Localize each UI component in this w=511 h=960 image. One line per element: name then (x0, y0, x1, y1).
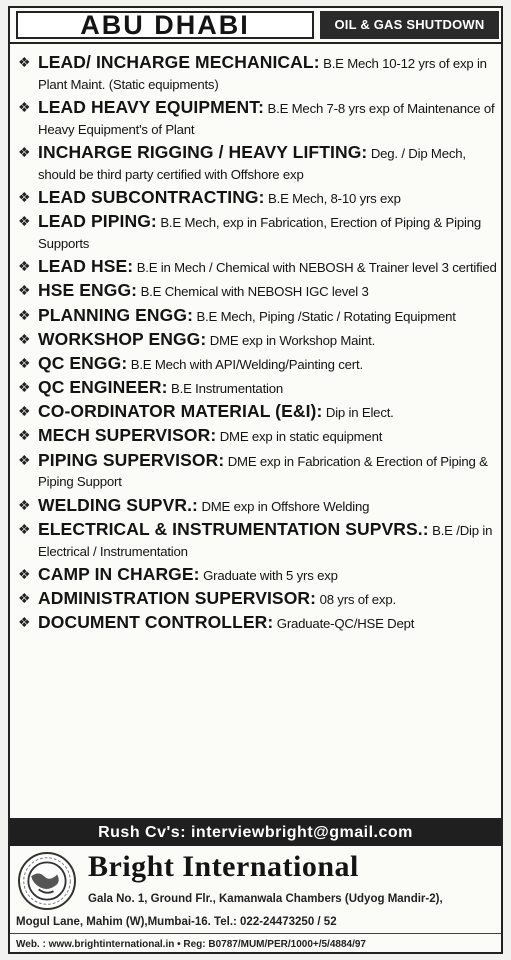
job-listing (16, 401, 497, 424)
diamond-bullet-icon: ❖ (18, 520, 31, 537)
diamond-bullet-icon: ❖ (18, 589, 31, 606)
job-listing (16, 211, 497, 255)
diamond-bullet-icon: ❖ (18, 330, 31, 347)
job-listing (16, 450, 497, 494)
job-listing (16, 519, 497, 563)
job-requirements: B.E /Dip in Electrical / Instrumentation (38, 522, 493, 559)
job-title: CO-ORDINATOR MATERIAL (E&I): (38, 401, 323, 422)
company-name: Bright International (88, 850, 359, 883)
job-title: LEAD HSE: (38, 256, 134, 277)
job-list (16, 52, 497, 636)
job-listing (16, 187, 497, 210)
job-requirements: B.E Mech 7-8 yrs exp of Maintenance of Heavy Equipment's of Plant (38, 100, 495, 137)
location-title: ABU DHABI (16, 11, 314, 39)
job-listing (16, 97, 497, 141)
website-registration: Web. : www.brightinternational.in • Reg: B0787/MUM/PER/1000+/5/4884/97 (10, 933, 501, 956)
job-requirements: 08 yrs of exp. (319, 591, 396, 607)
diamond-bullet-icon: ❖ (18, 54, 31, 70)
job-requirements: B.E Chemical with NEBOSH IGC level 3 (140, 284, 369, 300)
job-advertisement (8, 6, 503, 954)
job-listing (16, 142, 497, 186)
company-block (10, 846, 501, 956)
job-requirements: B.E Mech with API/Welding/Painting cert. (130, 356, 363, 372)
job-requirements: B.E Mech 10-12 yrs of exp in Plant Maint. (Static equipments) (38, 56, 487, 92)
diamond-bullet-icon: ❖ (18, 451, 31, 468)
job-listing (16, 612, 497, 635)
job-title: MECH SUPERVISOR: (38, 425, 217, 446)
job-title: LEAD PIPING: (38, 211, 157, 232)
diamond-bullet-icon: ❖ (18, 354, 31, 371)
company-address-line2: Mogul Lane, Mahim (W),Mumbai-16. Tel.: 022-24473250 / 52 (16, 916, 337, 928)
job-requirements: B.E Instrumentation (171, 381, 284, 397)
job-listing (16, 425, 497, 448)
job-listing (16, 256, 497, 279)
diamond-bullet-icon: ❖ (18, 258, 31, 275)
diamond-bullet-icon: ❖ (18, 403, 31, 420)
diamond-bullet-icon: ❖ (18, 614, 31, 631)
diamond-bullet-icon: ❖ (18, 143, 31, 160)
job-requirements: Deg. / Dip Mech, should be third party certified with Offshore exp (38, 145, 466, 182)
diamond-bullet-icon: ❖ (18, 565, 31, 582)
job-title: LEAD/ INCHARGE MECHANICAL: (38, 52, 320, 72)
job-requirements: DME exp in Workshop Maint. (209, 332, 376, 348)
job-title: INCHARGE RIGGING / HEAVY LIFTING: (38, 141, 368, 162)
job-title: HSE ENGG: (38, 280, 138, 301)
ad-header (10, 8, 501, 44)
diamond-bullet-icon: ❖ (18, 282, 31, 299)
diamond-bullet-icon: ❖ (18, 496, 31, 513)
job-title: ADMINISTRATION SUPERVISOR: (38, 587, 317, 608)
globe-logo-icon (20, 854, 74, 908)
job-requirements: B.E Mech, exp in Fabrication, Erection of Piping & Piping Supports (38, 215, 481, 251)
job-title: ELECTRICAL & INSTRUMENTATION SUPVRS.: (38, 518, 429, 539)
job-title: DOCUMENT CONTROLLER: (38, 612, 274, 633)
job-listing (16, 52, 497, 96)
job-requirements: B.E in Mech / Chemical with NEBOSH & Trainer level 3 certified (136, 260, 497, 276)
company-address-line1: Gala No. 1, Ground Flr., Kamanwala Chambers (Udyog Mandir-2), (88, 893, 443, 905)
job-listing (16, 280, 497, 303)
ad-footer (10, 818, 501, 952)
job-requirements: B.E Mech, 8-10 yrs exp (268, 190, 401, 206)
job-requirements: DME exp in Offshore Welding (201, 498, 370, 514)
job-title: LEAD HEAVY EQUIPMENT: (38, 96, 265, 117)
job-title: CAMP IN CHARGE: (38, 563, 200, 584)
diamond-bullet-icon: ❖ (18, 379, 31, 396)
job-listing (16, 377, 497, 400)
job-listing (16, 588, 497, 611)
job-title: LEAD SUBCONTRACTING: (38, 186, 265, 207)
job-listing (16, 353, 497, 376)
job-title: WORKSHOP ENGG: (38, 328, 207, 349)
job-title: PIPING SUPERVISOR: (38, 449, 225, 470)
diamond-bullet-icon: ❖ (18, 98, 31, 115)
job-title: QC ENGG: (38, 352, 128, 373)
job-requirements: Graduate-QC/HSE Dept (276, 616, 415, 632)
job-requirements: Dip in Elect. (325, 405, 394, 421)
job-requirements: DME exp in Fabrication & Erection of Piping & Piping Support (38, 453, 488, 490)
job-requirements: B.E Mech, Piping /Static / Rotating Equipment (196, 308, 456, 324)
job-requirements: DME exp in static equipment (219, 429, 383, 445)
job-title: PLANNING ENGG: (38, 304, 194, 325)
diamond-bullet-icon: ❖ (18, 306, 31, 323)
job-title: WELDING SUPVR.: (38, 494, 198, 515)
diamond-bullet-icon: ❖ (18, 213, 31, 230)
job-listing (16, 564, 497, 587)
sector-banner: OIL & GAS SHUTDOWN (320, 11, 499, 39)
job-listing (16, 329, 497, 352)
job-title: QC ENGINEER: (38, 377, 168, 398)
diamond-bullet-icon: ❖ (18, 188, 31, 205)
job-requirements: Graduate with 5 yrs exp (203, 567, 338, 583)
apply-email-banner: Rush Cv's: interviewbright@gmail.com (10, 820, 501, 846)
job-listing (16, 305, 497, 328)
company-logo (18, 852, 76, 910)
job-listing (16, 495, 497, 518)
diamond-bullet-icon: ❖ (18, 427, 31, 444)
